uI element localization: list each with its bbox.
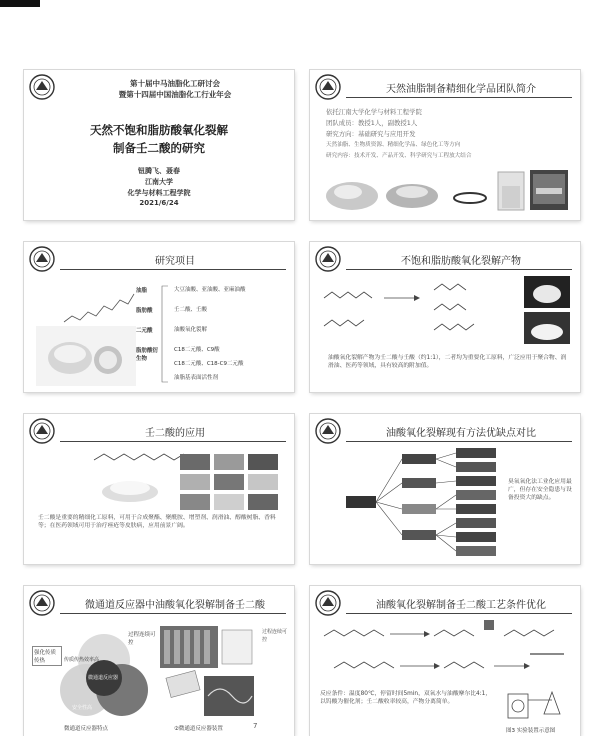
reactor-photos [160, 626, 260, 722]
category-label: 二元酸 [136, 328, 153, 334]
left-note: 强化传质传热 [32, 646, 62, 666]
bullet-item: 天然油脂、生物质资源、精细化学品、绿色化工等方向 [326, 142, 461, 148]
category-label: 脂肪酸衍生物 [136, 348, 159, 362]
date: 2021/6/24 [139, 199, 179, 207]
project-text: 大豆油酸、亚油酸、亚麻油酸 [174, 287, 246, 293]
circle-center-label: 微通道反应器 [88, 675, 119, 681]
right-note: 过程连续可控 [128, 632, 156, 646]
slide-cleavage-products [310, 242, 580, 392]
slide-title: 微通道反应器中油酸氧化裂解制备壬二酸 [85, 600, 265, 611]
university-logo-icon [29, 246, 55, 272]
corner-block [0, 0, 40, 7]
bullet-item: 团队成员：教授1人，副教授1人 [326, 119, 418, 127]
bracket-lines [160, 284, 170, 384]
methods-flow-diagram [346, 448, 506, 560]
project-text: 油酸氧化裂解 [174, 327, 208, 333]
category-label: 脂肪酸 [136, 308, 153, 314]
comparison-note: 臭氧氧化法工业化应用最广，但存在安全隐患与设备投资大的缺点。 [508, 479, 572, 501]
apparatus-drawing [500, 684, 570, 724]
slide-methods-comparison [310, 414, 580, 564]
project-text: 油脂基表面活性剂 [174, 375, 219, 381]
bullet-item: 研究方向：基础研究与应用开发 [326, 130, 416, 138]
title-rule [60, 269, 286, 270]
slide-title: 天然油脂制备精细化学品团队简介 [386, 84, 536, 95]
slide-research-projects [24, 242, 294, 392]
circle-left-label: 传质传热效率高 [64, 657, 100, 663]
slide-title: 研究项目 [155, 256, 195, 267]
powder-photo [100, 470, 160, 504]
caption-left: 微通道反应器特点 [64, 726, 109, 732]
slide-azelaic-applications [24, 414, 294, 564]
products-caption: 油酸氧化裂解产物为壬二酸与壬酸（约1:1），二者均为重要化工原料，广泛应用于聚合物、润滑油、医药等领域，具有较高的附加值。 [328, 355, 567, 369]
slide-title: 油酸氧化裂解现有方法优缺点对比 [386, 428, 536, 439]
university-logo-icon [315, 246, 341, 272]
title-rule [346, 97, 572, 98]
title-rule [60, 441, 286, 442]
slide-title: 不饱和脂肪酸氧化裂解产物 [401, 256, 521, 267]
product-photos [524, 276, 570, 346]
project-text: C18二元酸、C18-C9二元酸 [174, 361, 244, 367]
university-logo-icon [29, 74, 55, 100]
conditions-text: 反应条件：温度80℃，停留时间5min，双氧水与油酸摩尔比4:1，以钨酸为催化剂；壬二酸收率较高，产物分离简单。 [320, 691, 492, 705]
category-label: 油脂 [136, 288, 148, 294]
slide-microchannel-reactor [24, 586, 294, 736]
conference-line-1: 第十届中马油脂化工研讨会 [130, 79, 220, 88]
caption-right: 图3 实验装置示意图 [506, 728, 556, 734]
main-title-line-1: 天然不饱和脂肪酸氧化裂解 [90, 123, 228, 137]
side-labels: 过程连续可控 [262, 629, 288, 643]
project-text: C18二元酸、C9酸 [174, 347, 220, 353]
slide-team-intro [310, 70, 580, 220]
project-text: 壬二酸、壬酸 [174, 307, 208, 313]
caption-right: ②微通道反应器装置 [174, 726, 223, 732]
university-logo-icon [315, 74, 341, 100]
slide-title-page [24, 70, 294, 220]
molecule-chain [64, 286, 134, 326]
main-title-line-2: 制备壬二酸的研究 [113, 141, 205, 155]
application-photos [180, 454, 280, 510]
oil-photo [36, 326, 136, 386]
university-logo-icon [315, 418, 341, 444]
page-number: 7 [253, 722, 258, 730]
circle-bottom-label: 安全性高 [72, 705, 93, 711]
slide-process-optimization [310, 586, 580, 736]
conference-line-2: 暨第十四届中国油脂化工行业年会 [118, 90, 232, 99]
reaction-scheme [324, 618, 568, 688]
university-logo-icon [315, 590, 341, 616]
applications-caption: 壬二酸是重要的精细化工原料，可用于合成聚酯、聚酰胺、增塑剂、润滑油、醇酸树脂、香料等；在医药领域可用于治疗痤疮等皮肤病，应用前景广阔。 [38, 515, 276, 529]
title-rule [60, 613, 286, 614]
reaction-scheme [324, 278, 534, 340]
title-rule [346, 613, 572, 614]
bullet-item: 依托江南大学化学与材料工程学院 [326, 108, 422, 116]
title-rule [346, 441, 572, 442]
university-logo-icon [29, 590, 55, 616]
slide-title: 油酸氧化裂解制备壬二酸工艺条件优化 [376, 600, 546, 611]
team-photos [322, 166, 570, 214]
azelaic-structure [94, 448, 186, 468]
authors: 钮腾飞、聂春 [138, 167, 180, 175]
school: 化学与材料工程学院 [127, 189, 191, 197]
title-rule [346, 269, 572, 270]
university: 江南大学 [145, 178, 173, 186]
slide-title: 壬二酸的应用 [145, 428, 205, 439]
bullet-item: 研究内容：技术开发、产品开发、科学研究与工程放大结合 [326, 153, 472, 159]
university-logo-icon [29, 418, 55, 444]
